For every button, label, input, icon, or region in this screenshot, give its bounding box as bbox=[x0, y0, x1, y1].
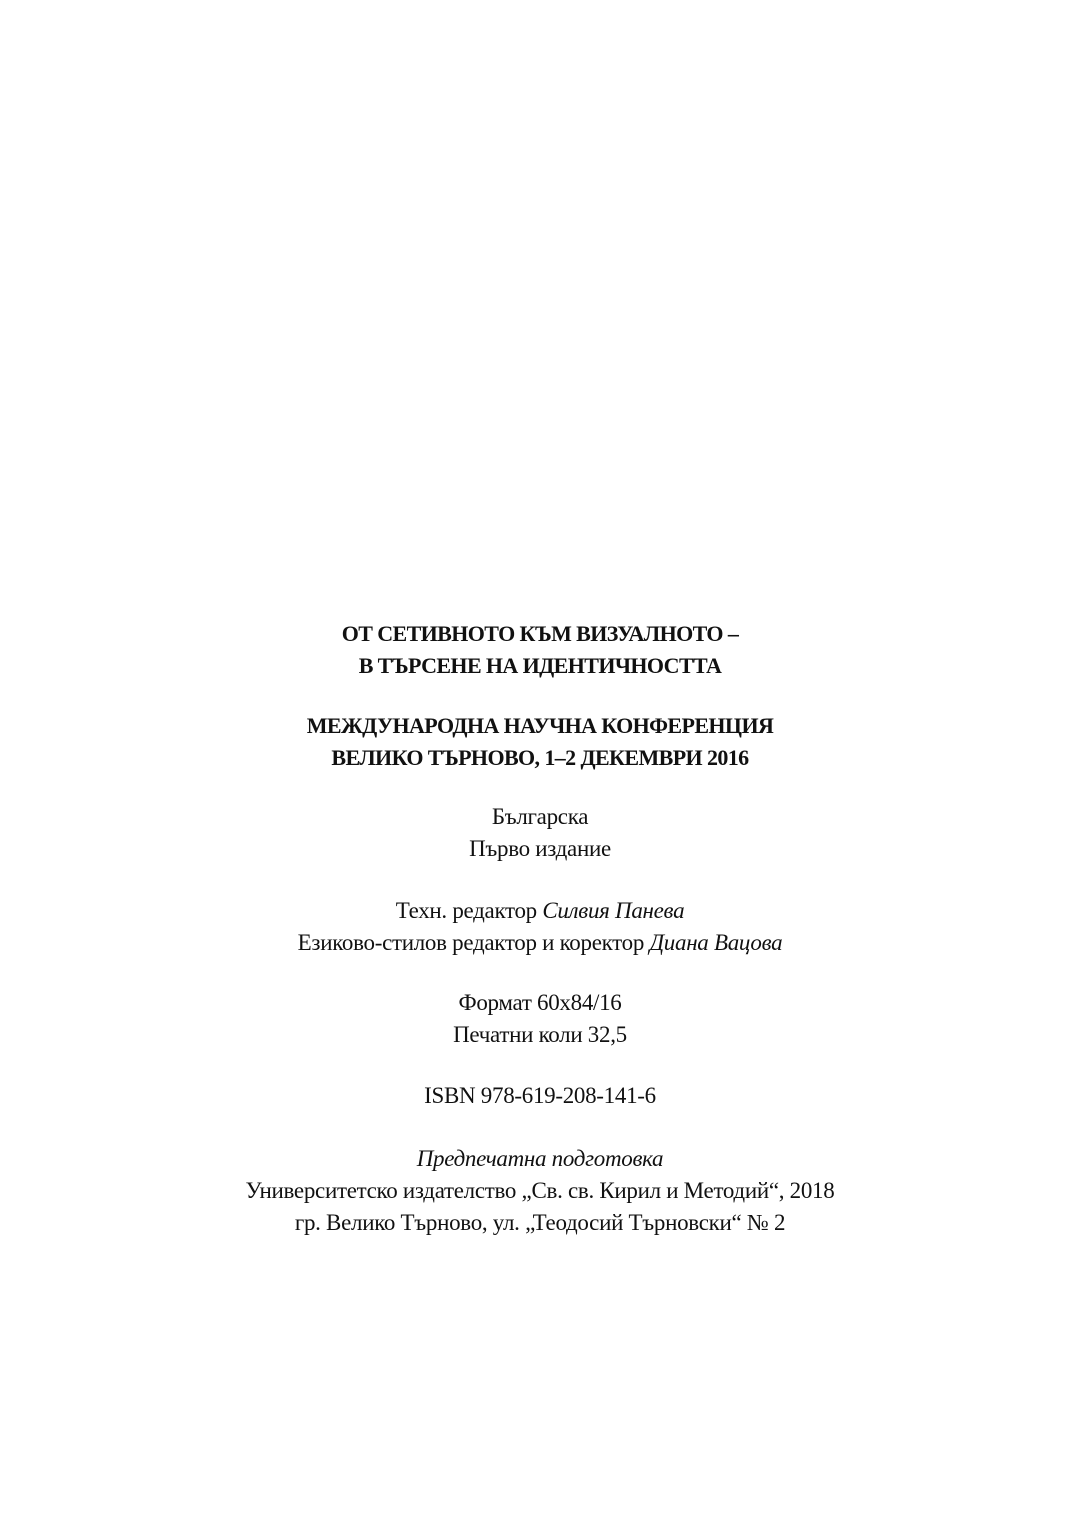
printed-sheets: Печатни коли 32,5 bbox=[453, 1022, 627, 1047]
editors-info bbox=[0, 895, 1080, 959]
language: Българска bbox=[491, 804, 589, 829]
publisher: Университетско издателство „Св. св. Кирил и Методий“, 2018 bbox=[245, 1178, 835, 1203]
prepress-label: Предпечатна подготовка bbox=[416, 1146, 664, 1171]
edition-info bbox=[0, 801, 1080, 865]
conference-info bbox=[0, 710, 1080, 774]
prepress-info bbox=[0, 1143, 1080, 1239]
technical-editor-label: Техн. редактор bbox=[395, 898, 543, 923]
isbn-info bbox=[0, 1080, 1080, 1112]
edition-number: Първо издание bbox=[469, 836, 611, 861]
book-title bbox=[0, 618, 1080, 682]
conference-name: МЕЖДУНАРОДНА НАУЧНА КОНФЕРЕНЦИЯ bbox=[306, 713, 774, 738]
publisher-address: гр. Велико Търново, ул. „Теодосий Търновски“ № 2 bbox=[294, 1210, 786, 1235]
language-editor bbox=[0, 927, 1080, 959]
print-format: Формат 60x84/16 bbox=[458, 990, 622, 1015]
book-title-line-2: В ТЪРСЕНЕ НА ИДЕНТИЧНОСТТА bbox=[358, 653, 722, 678]
language-editor-label: Езиково-стилов редактор и коректор bbox=[297, 930, 650, 955]
book-title-line-1: ОТ СЕТИВНОТО КЪМ ВИЗУАЛНОТО – bbox=[341, 621, 739, 646]
technical-editor bbox=[0, 895, 1080, 927]
language-editor-name: Диана Вацова bbox=[649, 930, 783, 955]
technical-editor-name: Силвия Панева bbox=[542, 898, 685, 923]
conference-place-date: ВЕЛИКО ТЪРНОВО, 1–2 ДЕКЕМВРИ 2016 bbox=[331, 745, 749, 770]
print-info bbox=[0, 987, 1080, 1051]
isbn: ISBN 978-619-208-141-6 bbox=[424, 1083, 656, 1108]
